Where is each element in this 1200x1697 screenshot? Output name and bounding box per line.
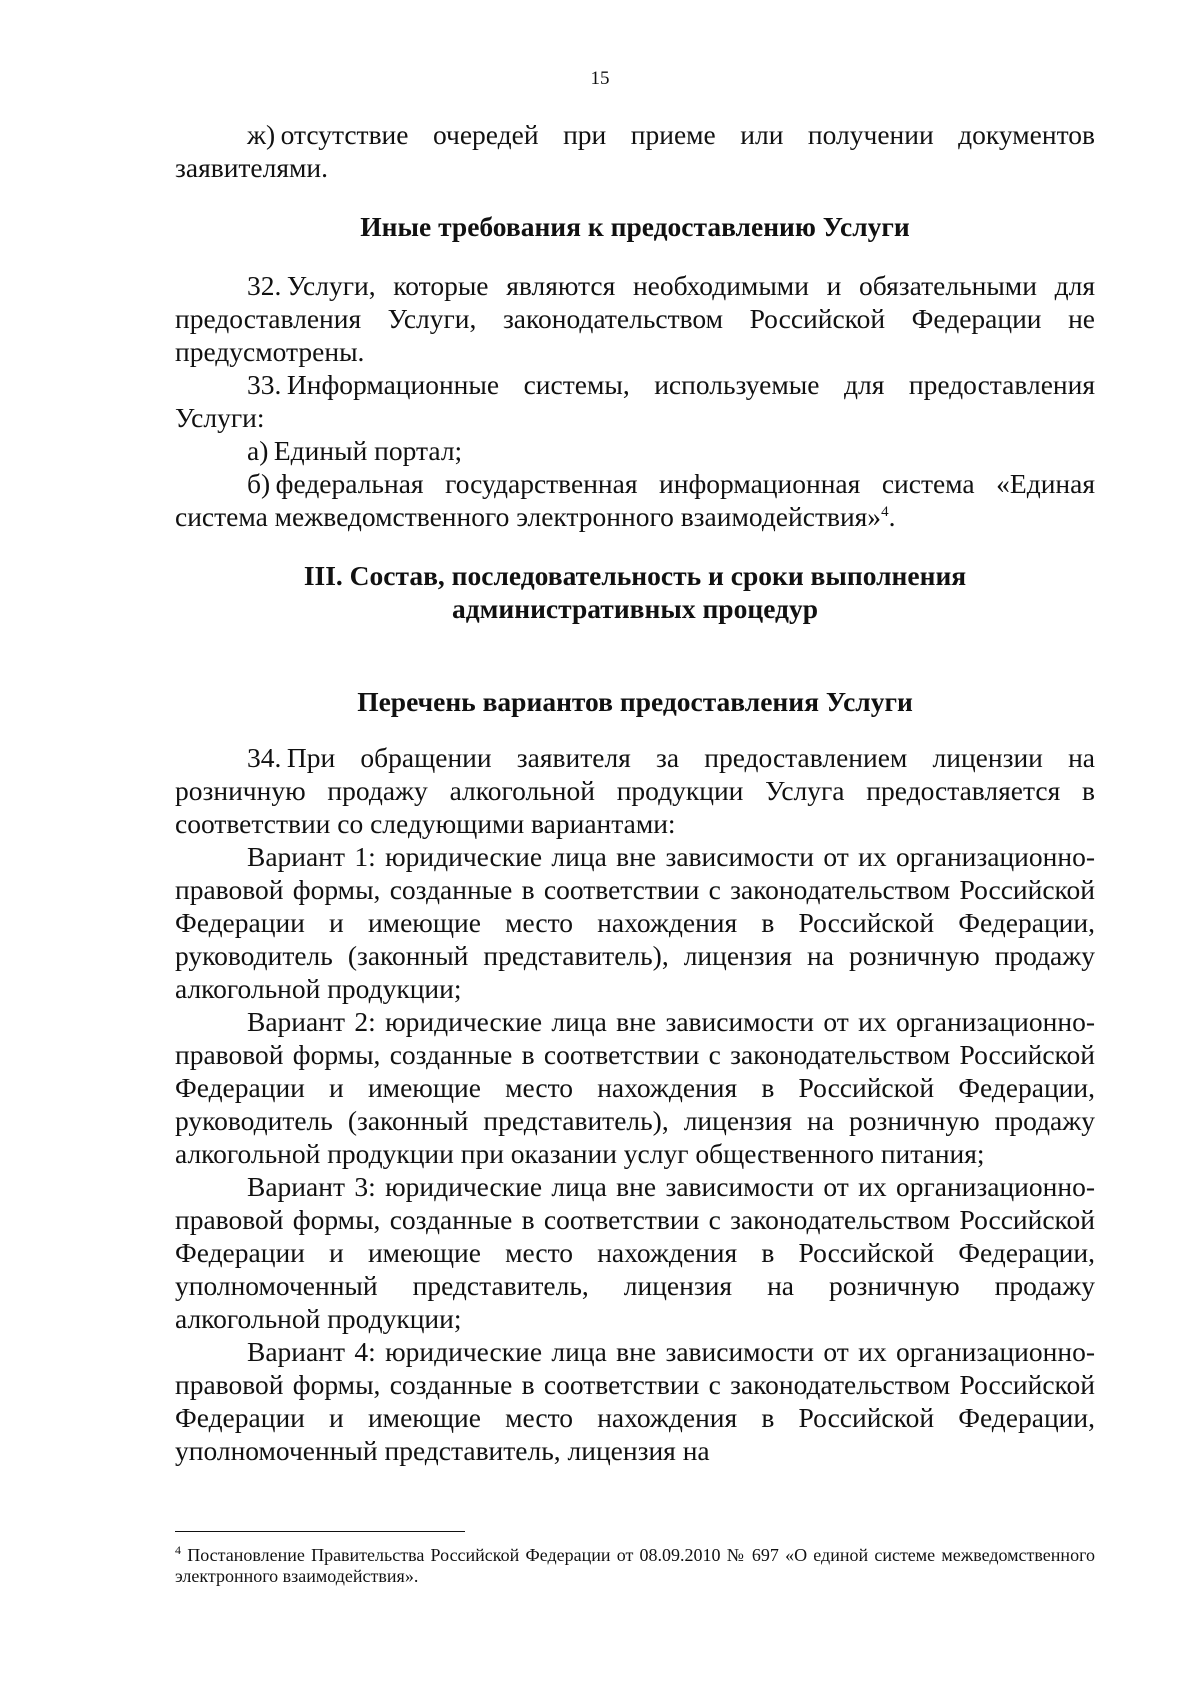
paragraph-variant-4: Вариант 4: юридические лица вне зависимости от их организационно-правовой формы, созданные в соответствии с законодательством Российской Федерации и имеющие место нахождения в Российской Федерации, уполномоченный представитель, лицензия на <box>175 1336 1095 1466</box>
heading-section-iii-line2: административных процедур <box>452 593 818 624</box>
heading-section-iii-line1: III. Состав, последовательность и сроки выполнения <box>303 560 967 591</box>
footnote <box>175 1545 1095 1587</box>
paragraph-variant-2: Вариант 2: юридические лица вне зависимости от их организационно-правовой формы, созданные в соответствии с законодательством Российской Федерации и имеющие место нахождения в Российской Федерации, руководитель (законный представитель), лицензия на розничную продажу алкогольной продукции при оказании услуг общественного питания; <box>175 1006 1095 1169</box>
paragraph-variant-3: Вариант 3: юридические лица вне зависимости от их организационно-правовой формы, созданные в соответствии с законодательством Российской Федерации и имеющие место нахождения в Российской Федерации, уполномоченный представитель, лицензия на розничную продажу алкогольной продукции; <box>175 1171 1095 1334</box>
footnote-number: 4 <box>175 1543 181 1557</box>
heading-service-variants: Перечень вариантов предоставления Услуги <box>357 686 913 717</box>
paragraph-33-b-end: . <box>888 501 896 532</box>
paragraph-33: 33. Информационные системы, используемые для предоставления Услуги: <box>175 369 1095 433</box>
paragraph-33-a: а) Единый портал; <box>247 435 463 466</box>
paragraph-variant-1: Вариант 1: юридические лица вне зависимости от их организационно-правовой формы, созданные в соответствии с законодательством Российской Федерации и имеющие место нахождения в Российской Федерации, руководитель (законный представитель), лицензия на розничную продажу алкогольной продукции; <box>175 841 1095 1004</box>
paragraph-34: 34. При обращении заявителя за предоставлением лицензии на розничную продажу алкогольной продукции Услуга предоставляется в соответствии со следующими вариантами: <box>175 742 1095 839</box>
footnote-reference: 4 <box>881 503 889 520</box>
paragraph-33-b <box>175 467 1095 533</box>
paragraph-zh: ж) отсутствие очередей при приеме или получении документов заявителями. <box>175 119 1095 183</box>
heading-other-requirements: Иные требования к предоставлению Услуги <box>360 211 910 242</box>
page-content <box>175 118 1095 1467</box>
paragraph-32: 32. Услуги, которые являются необходимыми и обязательными для предоставления Услуги, законодательством Российской Федерации не предусмотрены. <box>175 270 1095 367</box>
footnote-divider <box>175 1531 465 1532</box>
footnote-text: Постановление Правительства Российской Федерации от 08.09.2010 № 697 «О единой системе межведомственного электронного взаимодействия». <box>175 1545 1095 1586</box>
paragraph-33-b-text: б) федеральная государственная информационная система «Единая система межведомственного электронного взаимодействия» <box>175 468 1095 532</box>
heading-section-iii <box>175 559 1095 625</box>
page-number: 15 <box>590 68 610 89</box>
